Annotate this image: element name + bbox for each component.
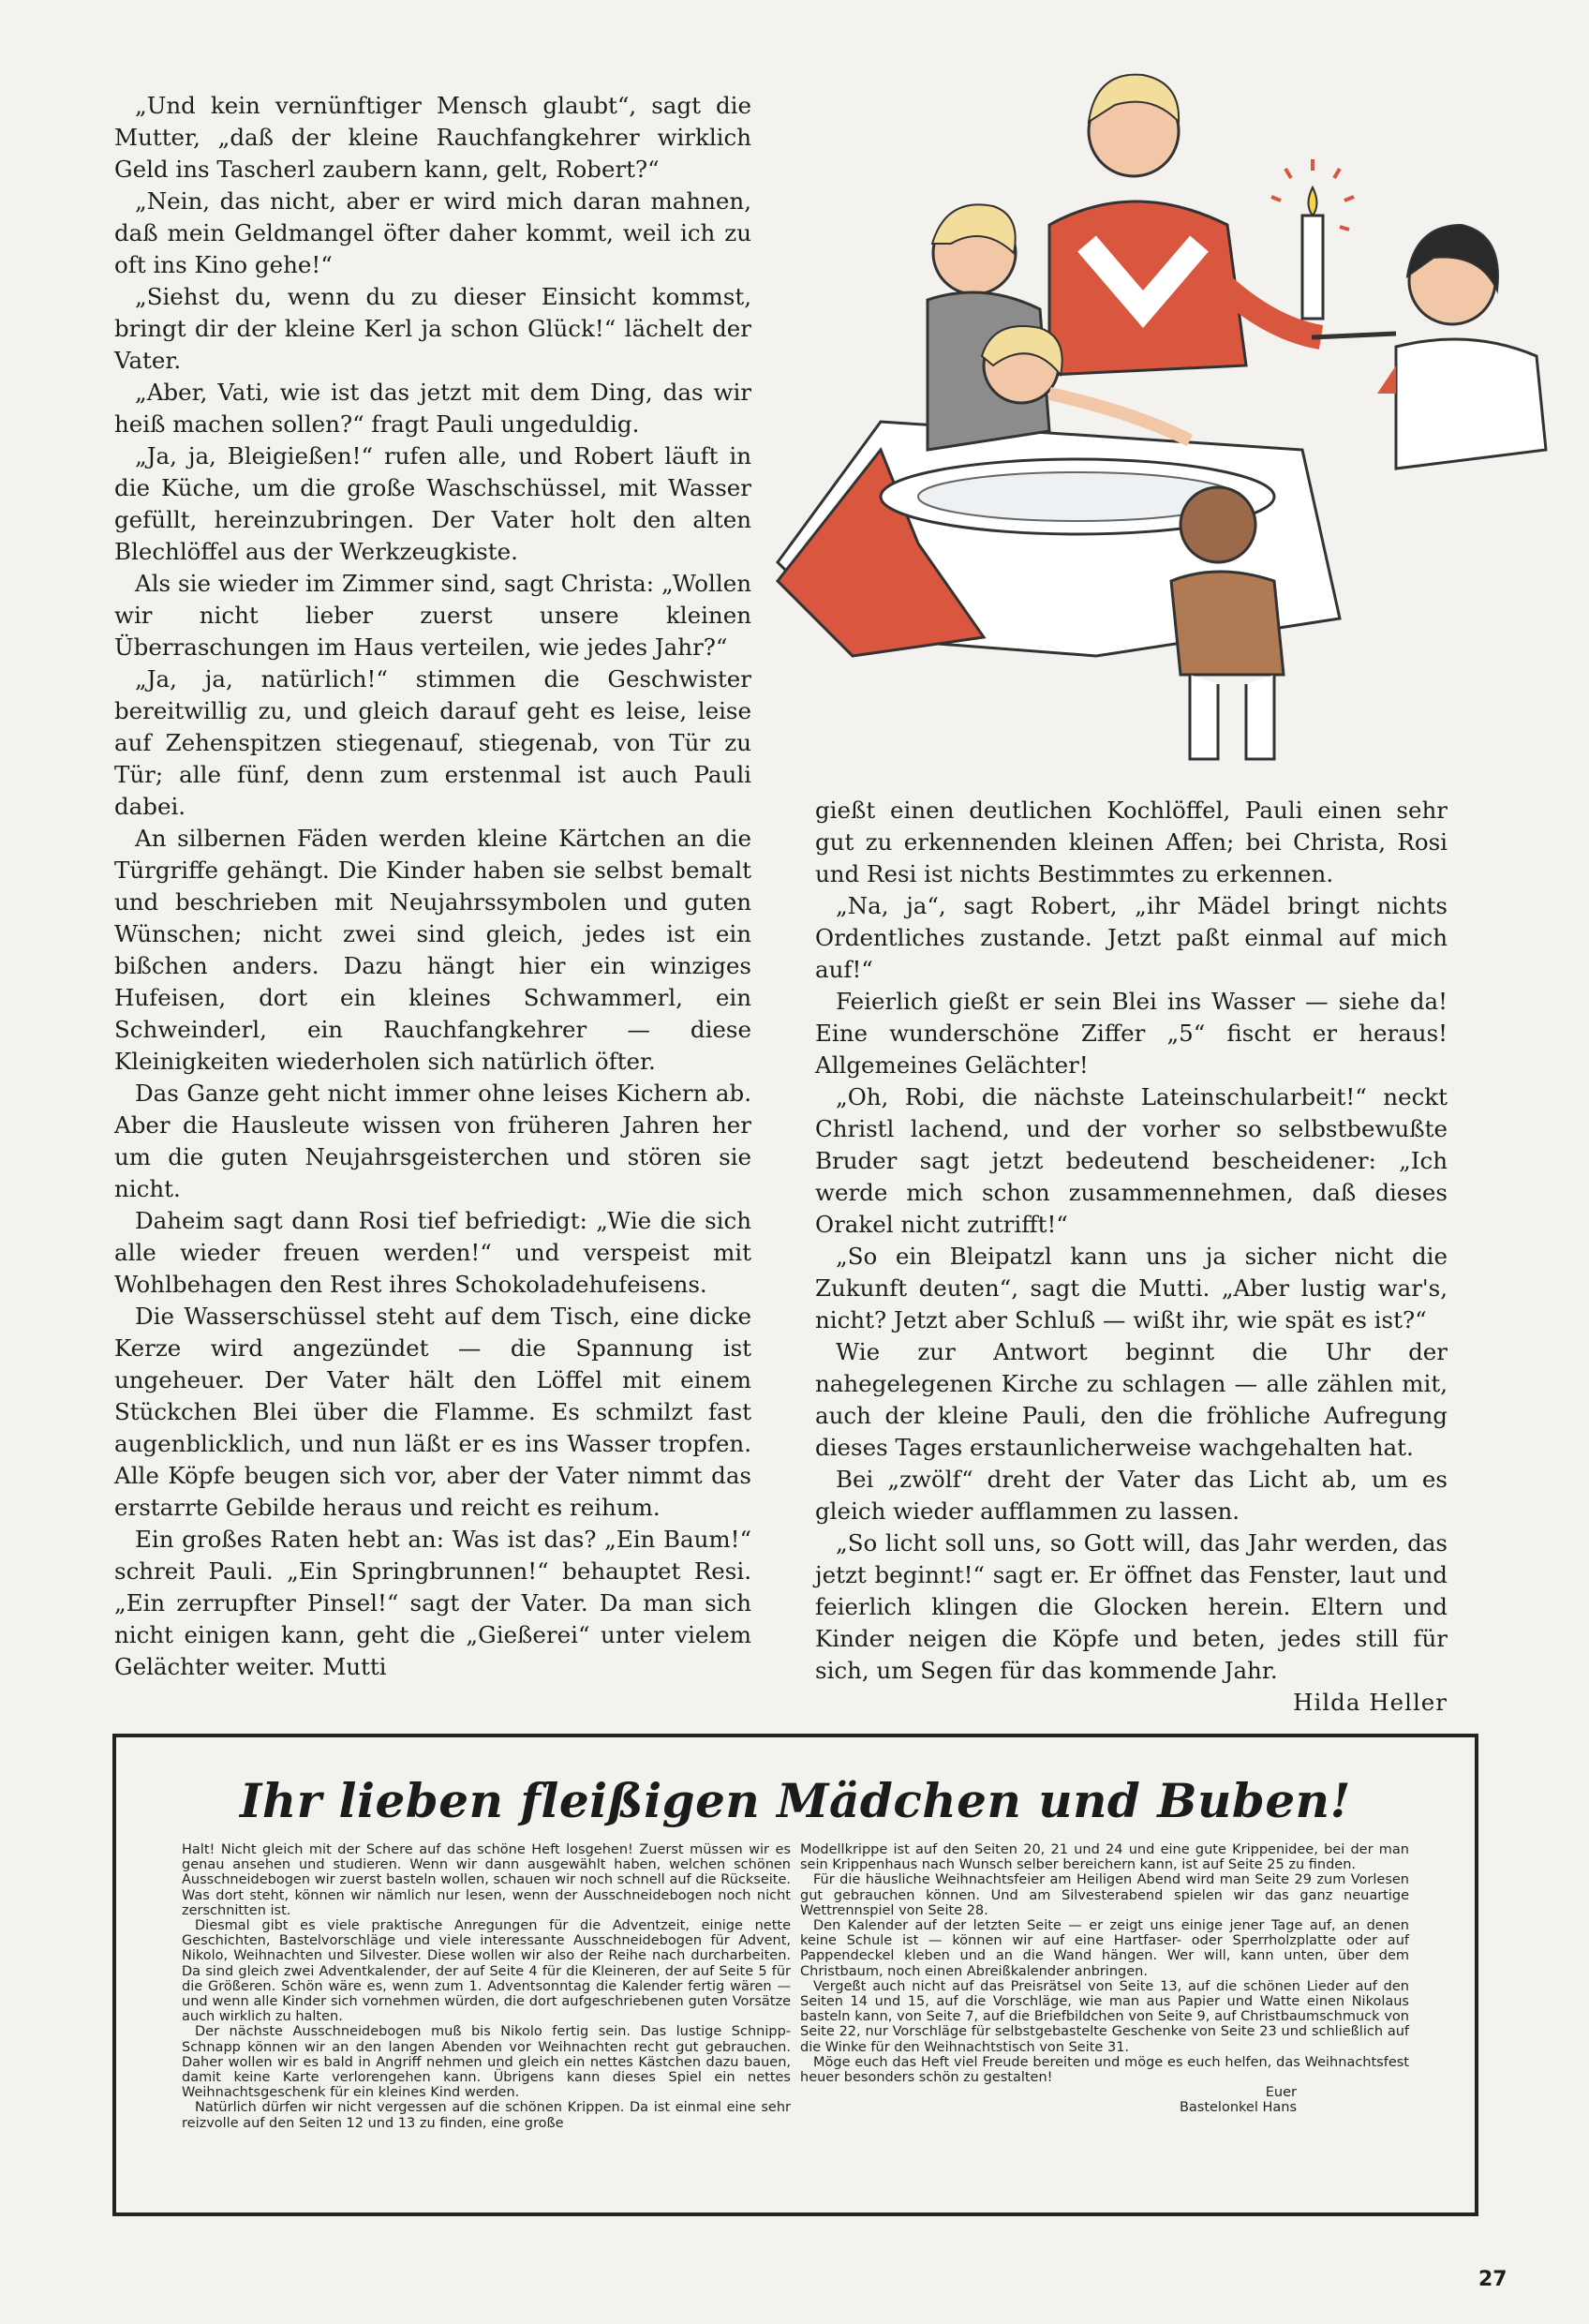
paragraph: „Ja, ja, natürlich!“ stimmen die Geschwister bereitwillig zu, und gleich darauf geht es leise, leise auf Zehenspitzen stiegenauf, stiegenab, von Tür zu Tür; alle fünf, denn zum erstenmal ist auch Pauli dabei.	[114, 665, 751, 820]
paragraph: Feierlich gießt er sein Blei ins Wasser — siehe da! Eine wunderschöne Ziffer „5“ fischt er heraus! Allgemeines Gelächter!	[815, 988, 1448, 1079]
notice-paragraph: Natürlich dürfen wir nicht vergessen auf die schönen Krippen. Da ist einmal eine sehr reizvolle auf den Seiten 12 und 13 zu finden, eine große	[182, 2100, 791, 2131]
author-signature: Hilda Heller	[1293, 1689, 1448, 1716]
paragraph: Ein großes Raten hebt an: Was ist das? „Ein Baum!“ schreit Pauli. „Ein Springbrunnen!“ behauptet Resi. „Ein zerrupfter Pinsel!“ sagt der Vater. Da man sich nicht einigen kann, geht die „Gießerei“ unter vielem Gelächter weiter. Mutti	[114, 1526, 751, 1680]
paragraph: „Oh, Robi, die nächste Lateinschularbeit!“ neckt Christl lachend, und der vorher so selbstbewußte Bruder sagt jetzt bedeutend bescheidener: „Ich werde mich schon zusammennehmen, daß dieses Orakel nicht zutrifft!“	[815, 1083, 1448, 1238]
paragraph: Das Ganze geht nicht immer ohne leises Kichern ab. Aber die Hausleute wissen von früheren Jahren her um die guten Neujahrsgeisterchen und stören sie nicht.	[114, 1080, 751, 1202]
notice-title: Ihr lieben fleißigen Mädchen und Buben!	[240, 1773, 1351, 1828]
notice-closing: Euer	[1265, 2085, 1297, 2101]
paragraph: Wie zur Antwort beginnt die Uhr der nahegelegenen Kirche zu schlagen — alle zählen mit, auch der kleine Pauli, den die fröhliche Aufregung dieses Tages erstaunlicherweise wachgehalten hat.	[815, 1338, 1448, 1461]
paragraph: „So ein Bleipatzl kann uns ja sicher nicht die Zukunft deuten“, sagt die Mutti. „Aber lustig war's, nicht? Jetzt aber Schluß — wißt ihr, wie spät es ist?“	[815, 1243, 1448, 1333]
paragraph: „Aber, Vati, wie ist das jetzt mit dem Ding, das wir heiß machen sollen?“ fragt Pauli ungeduldig.	[114, 379, 751, 438]
notice-paragraph: Modellkrippe ist auf den Seiten 20, 21 und 24 und eine gute Krippenidee, bei der man sein Krippenhaus nach Wunsch selber bereichern kann, ist auf Seite 25 zu finden.	[800, 1842, 1409, 1873]
notice-paragraph: Möge euch das Heft viel Freude bereiten und möge es euch helfen, das Weihnachtsfest heuer besonders schön zu gestalten!	[800, 2054, 1409, 2086]
paragraph: gießt einen deutlichen Kochlöffel, Pauli einen sehr gut zu erkennenden kleinen Affen; bei Christa, Rosi und Resi ist nichts Bestimmtes zu erkennen.	[815, 797, 1448, 887]
paragraph: „So licht soll uns, so Gott will, das Jahr werden, das jetzt beginnt!“ sagt er. Er öffnet das Fenster, laut und feierlich klingen die Glocken herein. Eltern und Kinder neigen die Köpfe und beten, jedes still für sich, um Segen für das kommende Jahr.	[815, 1529, 1448, 1684]
notice-paragraph: Der nächste Ausschneidebogen muß bis Nikolo fertig sein. Das lustige Schnipp-Schnapp können wir an den langen Abenden vor Weihnachten recht gut gebrauchen. Daher wollen wir es bald in Angriff nehmen und gleich ein nettes Kästchen dazu bauen, damit keine Karte verlorengehen kann. Übrigens kann dieses Spiel ein nettes Weihnachtsgeschenk für ein kleines Kind werden.	[182, 2024, 791, 2101]
paragraph: „Siehst du, wenn du zu dieser Einsicht kommst, bringt dir der kleine Kerl ja schon Glück!“ lächelt der Vater.	[114, 283, 751, 374]
notice-paragraph: Diesmal gibt es viele praktische Anregungen für die Adventzeit, einige nette Geschichten, Bastelvorschläge und viele interessante Ausschneidebogen für Advent, Nikolo, Weihnachten und Silvester. Diese wollen wir also der Reihe nach durcharbeiten. Da sind gleich zwei Adventkalender, der auf Seite 4 für die Kleineren, der auf Seite 5 für die Größeren. Schön wäre es, wenn zum 1. Adventsonntag die Kalender fertig wären — und wenn alle Kinder sich vornehmen würden, die dort aufgeschriebenen guten Vorsätze auch wirklich zu halten.	[182, 1918, 791, 2025]
paragraph: „Na, ja“, sagt Robert, „ihr Mädel bringt nichts Ordentliches zustande. Jetzt paßt einmal auf mich auf!“	[815, 892, 1448, 983]
notice-column-left	[182, 1842, 791, 2131]
notice-signature: Bastelonkel Hans	[1179, 2100, 1297, 2116]
paragraph: Bei „zwölf“ dreht der Vater das Licht ab, um es gleich wieder aufflammen zu lassen.	[815, 1466, 1448, 1525]
paragraph: Als sie wieder im Zimmer sind, sagt Christa: „Wollen wir nicht lieber zuerst unsere kleinen Überraschungen im Haus verteilen, wie jedes Jahr?“	[114, 570, 751, 661]
page-number: 27	[1478, 2268, 1507, 2291]
story-column-left	[114, 90, 751, 1683]
paragraph: Die Wasserschüssel steht auf dem Tisch, eine dicke Kerze wird angezündet — die Spannung ist ungeheuer. Der Vater hält den Löffel mit einem Stückchen Blei über die Flamme. Es schmilzt fast augenblicklich, und nun läßt er es ins Wasser tropfen. Alle Köpfe beugen sich vor, aber der Vater nimmt das erstarrte Gebilde heraus und reicht es reihum.	[114, 1303, 751, 1521]
editor-notice-box	[112, 1734, 1478, 2216]
notice-paragraph: Vergeßt auch nicht auf das Preisrätsel von Seite 13, auf die schönen Lieder auf den Seiten 14 und 15, auf die Vorschläge, wie man aus Papier und Watte einen Nikolaus basteln kann, von Seite 7, auf die Briefbildchen von Seite 9, auf Christbaumschmuck von Seite 22, nur Vorschläge für selbstgebastelte Geschenke von Seite 23 und schließlich auf die Winke für den Weihnachtstisch von Seite 31.	[800, 1978, 1409, 2055]
paragraph: „Nein, das nicht, aber er wird mich daran mahnen, daß mein Geldmangel öfter daher kommt, weil ich zu oft ins Kino gehe!“	[114, 187, 751, 278]
notice-paragraph: Den Kalender auf der letzten Seite — er zeigt uns einige jener Tage auf, an denen keine Schule ist — können wir auf eine Hartfaser- oder Sperrholzplatte oder auf Pappendeckel kleben und an die Wand hängen. Wer will, kann unten, über dem Christbaum, noch einen Abreißkalender anbringen.	[800, 1918, 1409, 1979]
paragraph: „Und kein vernünftiger Mensch glaubt“, sagt die Mutter, „daß der kleine Rauchfangkehrer wirklich Geld ins Tascherl zaubern kann, gelt, Robert?“	[114, 92, 751, 183]
notice-column-right	[800, 1842, 1409, 2116]
notice-paragraph: Halt! Nicht gleich mit der Schere auf das schöne Heft losgehen! Zuerst müssen wir es genau ansehen und studieren. Wenn wir dann ausgewählt haben, welchen schönen Ausschneidebogen wir zuerst basteln wollen, schauen wir noch schnell auf die Rückseite. Was dort steht, können wir nämlich nur lesen, wenn der Ausschneidebogen noch nicht zerschnitten ist.	[182, 1842, 791, 1918]
paragraph: „Ja, ja, Bleigießen!“ rufen alle, und Robert läuft in die Küche, um die große Waschschüssel, mit Wasser gefüllt, hereinzubringen. Der Vater holt den alten Blechlöffel aus der Werkzeugkiste.	[114, 442, 751, 565]
lead-pouring-illustration	[740, 56, 1565, 806]
story-column-right	[815, 795, 1448, 1719]
paragraph: An silbernen Fäden werden kleine Kärtchen an die Türgriffe gehängt. Die Kinder haben sie selbst bemalt und beschrieben mit Neujahrssymbolen und guten Wünschen; nicht zwei sind gleich, jedes ist ein bißchen anders. Dazu hängt hier ein winziges Hufeisen, dort ein kleines Schwammerl, ein Schweinderl, ein Rauchfangkehrer — diese Kleinigkeiten wiederholen sich natürlich öfter.	[114, 825, 751, 1075]
paragraph: Daheim sagt dann Rosi tief befriedigt: „Wie die sich alle wieder freuen werden!“ und verspeist mit Wohlbehagen den Rest ihres Schokoladehufeisens.	[114, 1207, 751, 1298]
notice-paragraph: Für die häusliche Weihnachtsfeier am Heiligen Abend wird man Seite 29 zum Vorlesen gut gebrauchen können. Und am Silvesterabend spielen wir das ganz neuartige Wettrennspiel von Seite 28.	[800, 1872, 1409, 1918]
